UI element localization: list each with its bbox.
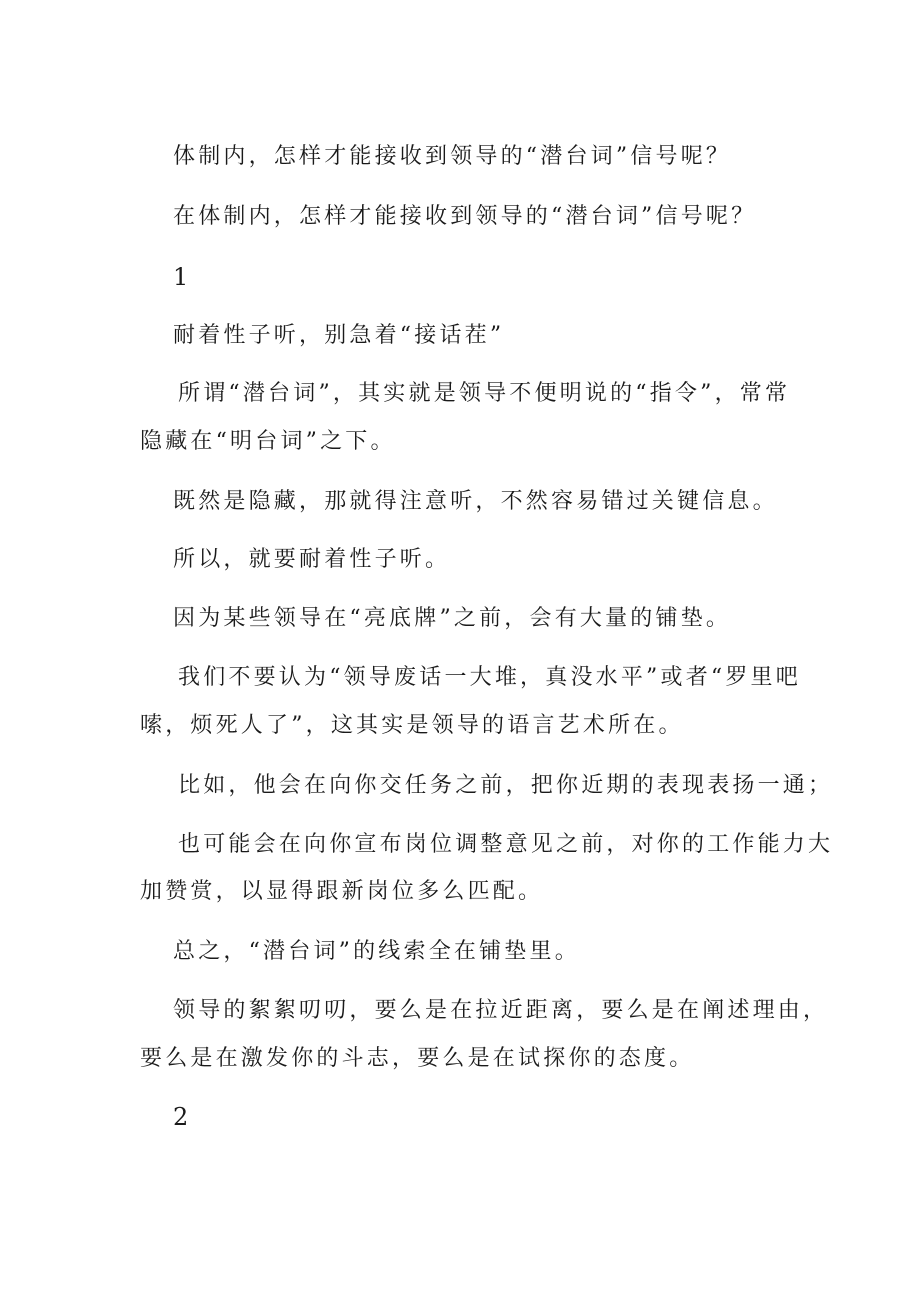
paragraph-line: 加赞赏，以显得跟新岗位多么匹配。 bbox=[140, 879, 544, 904]
section-number: 2 bbox=[173, 1103, 189, 1131]
paragraph-line: 也可能会在向你宣布岗位调整意见之前，对你的工作能力大 bbox=[178, 832, 834, 857]
paragraph-line: 所谓“潜台词”，其实就是领导不便明说的“指令”，常常 bbox=[178, 381, 791, 406]
paragraph-line: 因为某些领导在“亮底牌”之前，会有大量的铺垫。 bbox=[173, 606, 732, 631]
section-heading: 耐着性子听，别急着“接话茬” bbox=[173, 323, 505, 348]
paragraph-line: 在体制内，怎样才能接收到领导的“潜台词”信号呢？ bbox=[173, 204, 757, 229]
document-title: 体制内，怎样才能接收到领导的“潜台词”信号呢？ bbox=[173, 144, 732, 169]
paragraph-line: 所以，就要耐着性子听。 bbox=[173, 547, 451, 572]
section-number: 1 bbox=[173, 263, 189, 291]
paragraph-line: 领导的絮絮叨叨，要么是在拉近距离，要么是在阐述理由， bbox=[173, 998, 829, 1023]
paragraph-line: 比如，他会在向你交任务之前，把你近期的表现表扬一通； bbox=[178, 773, 834, 798]
paragraph-line: 嗦，烦死人了”，这其实是领导的语言艺术所在。 bbox=[140, 713, 684, 738]
paragraph-line: 隐藏在“明台词”之下。 bbox=[140, 429, 396, 454]
paragraph-line: 我们不要认为“领导废话一大堆，真没水平”或者“罗里吧 bbox=[178, 665, 801, 690]
paragraph-line: 要么是在激发你的斗志，要么是在试探你的态度。 bbox=[140, 1046, 695, 1071]
paragraph-line: 既然是隐藏，那就得注意听，不然容易错过关键信息。 bbox=[173, 489, 778, 514]
paragraph-line: 总之，“潜台词”的线索全在铺垫里。 bbox=[173, 939, 580, 964]
